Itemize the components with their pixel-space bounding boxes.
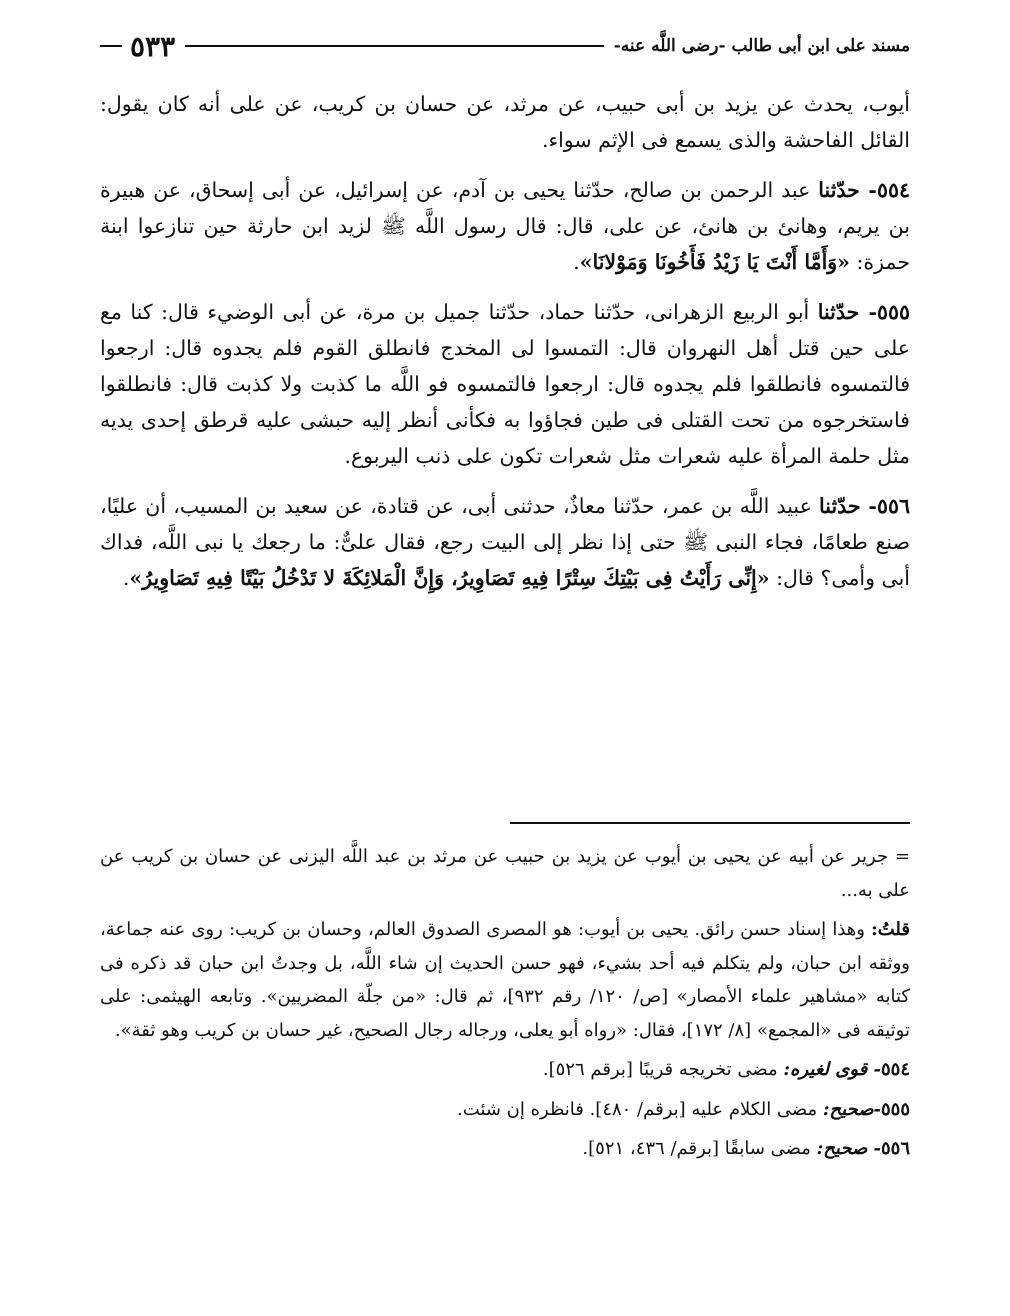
paragraph-text: أيوب، يحدث عن يزيد بن أبى حبيب، عن مرثد، عن حسان بن كريب، عن على أنه كان يقول: القائل الفاحشة والذى يسمع فى الإثم سواء. (100, 92, 910, 152)
footnote-item-text: مضى سابقًا [برقم/ ٤٣٦، ٥٢١]. (582, 1138, 817, 1159)
hadith-number: ٥٥٤ (876, 178, 910, 202)
hadith-lead: - حدّثنا (818, 178, 877, 202)
page-number: ٥٣٣ (130, 29, 176, 63)
footnote-grade: -صحيح: (822, 1098, 881, 1120)
footnote-number: ٥٥٤ (880, 1059, 910, 1080)
hadith-matn: «إِنِّى رَأَيْتُ فِى بَيْتِكَ سِتْرًا فِيهِ تَصَاوِيرُ، وَإِنَّ الْمَلائِكَةَ لا تَدْخُلُ بَيْتًا فِيهِ تَصَاوِيرُ» (129, 566, 770, 590)
header-title: مسند على ابن أبى طالب -رضى اللَّه عنه- (613, 36, 910, 56)
footnote-item-555 (100, 1093, 910, 1127)
footnote-text: = جرير عن أبيه عن يحيى بن أيوب عن يزيد بن حبيب عن مرثد بن عبد اللَّه اليزنى عن حسان بن كريب عن على به... (100, 846, 910, 901)
footnote-divider (510, 822, 910, 824)
header-rule (185, 45, 604, 47)
hadith-554 (100, 172, 910, 280)
footnote-number: ٥٥٦ (880, 1138, 910, 1159)
footnotes (100, 840, 910, 1166)
hadith-555 (100, 294, 910, 474)
footnote-item-text: مضى الكلام عليه [برقم/ ٤٨٠]. فانظره إن شئت. (457, 1098, 823, 1120)
hadith-isnad: أبو الربيع الزهرانى، حدّثنا حماد، حدّثنا جميل بن مرة، عن أبى الوضيء قال: كنا مع على حين قتل أهل النهروان قال: التمسوا لى المخدج فانطلق القوم فلم يجدوه قال: ارجعوا فالتمسوه فانطلقوا فلم يجدوه قال: ارجعوا فالتمسوه فو اللَّه ما كذبت ولا كذبت قال: فانطلقوا فاستخرجوه من تحت القتلى فى طين فجاؤوا به فكأنى أنظر إليه حبشى عليه قرطق إحدى يديه مثل حلمة المرأة عليه شعرات مثل شعرات تكون على ذنب اليربوع. (100, 300, 910, 468)
qultu-label: قلتُ: (871, 919, 910, 940)
hadith-end: . (122, 566, 130, 590)
footnote-number: ٥٥٥ (880, 1098, 910, 1120)
header-dash (100, 45, 122, 47)
footnote-qultu (100, 913, 910, 1047)
footnote-item-556 (100, 1132, 910, 1166)
main-text (100, 86, 910, 610)
hadith-end: . (573, 250, 580, 274)
qultu-text: وهذا إسناد حسن رائق. يحيى بن أيوب: هو المصرى الصدوق العالم، وحسان بن كريب: روى عنه جماعة، ووثقه ابن حبان، ولم يتكلم فيه أحد بشيء، فهو حسن الحديث إن شاء اللَّه، بل وجدتُ ابن حبان قد ذكره فى كتابه «مشاهير علماء الأمصار» [ص/ ١٢٠/ رقم ٩٣٢]، ثم قال: «من جلّة المضريين». وتابعه الهيثمى: على توثيقه فى «المجمع» [٨/ ١٧٢]، فقال: «رواه أبو يعلى، ورجاله رجال الصحيح، غير حسان بن كريب وهو ثقة». (100, 919, 910, 1041)
footnote-item-text: مضى تخريجه قريبًا [برقم ٥٢٦]. (542, 1059, 784, 1080)
hadith-number: ٥٥٥ (876, 300, 910, 324)
hadith-isnad: عبد الرحمن بن صالح، حدّثنا يحيى بن آدم، عن إسرائيل، عن أبى إسحاق، عن هبيرة بن يريم، وهانئ بن هانئ، عن على، قال: قال رسول اللَّه ﷺ لزيد ابن حارثة حين تنازعوا ابنة حمزة: (100, 178, 910, 274)
hadith-lead: - حدّثنا (819, 494, 877, 518)
footnote-grade: - قوى لغيره: (783, 1059, 881, 1080)
paragraph-continuation (100, 86, 910, 158)
footnote-grade: - صحيح: (816, 1138, 881, 1159)
footnote-item-554 (100, 1053, 910, 1087)
hadith-number: ٥٥٦ (876, 494, 910, 518)
hadith-matn: «وَأَمَّا أَنْتَ يَا زَيْدُ فَأَخُونَا وَمَوْلانَا» (579, 250, 850, 274)
hadith-lead: - حدّثنا (817, 300, 877, 324)
hadith-isnad: عبيد اللَّه بن عمر، حدّثنا معاذٌ، حدثنى أبى، عن قتادة، عن سعيد بن المسيب، أن عليًا، صنع طعامًا، فجاء النبى ﷺ حتى إذا نظر إلى البيت رجع، فقال علىٌّ: ما رجعك يا نبى اللَّه، فداك أبى وأمى؟ قال: (100, 494, 910, 590)
running-header (100, 28, 910, 64)
hadith-556 (100, 488, 910, 596)
footnote-continuation (100, 840, 910, 907)
